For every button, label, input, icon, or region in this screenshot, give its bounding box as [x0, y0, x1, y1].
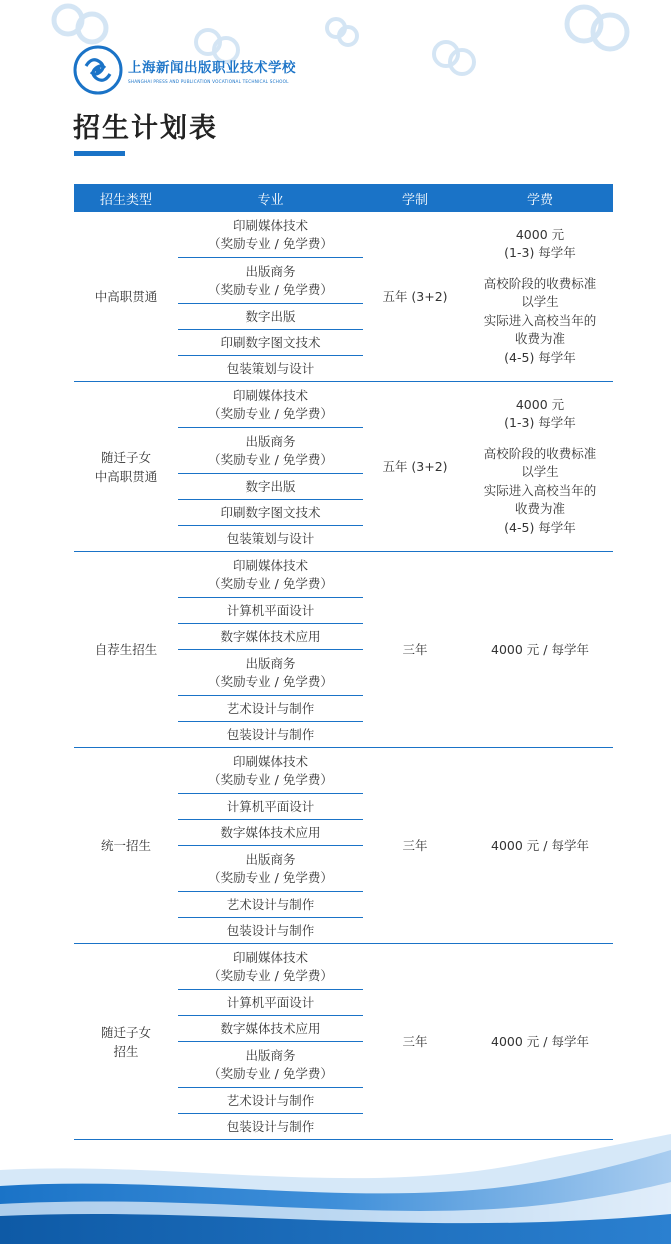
major-cell: [178, 356, 363, 381]
fee-details: [484, 396, 597, 538]
cloud-swirl-icon: [428, 36, 480, 80]
major-name: 艺术设计与制作: [226, 896, 315, 912]
header-type: 招生类型: [99, 192, 152, 208]
major-name: 数字媒体技术应用: [220, 628, 321, 644]
major-cell: [178, 722, 363, 747]
major-cell: [178, 624, 363, 650]
table-body: [74, 212, 613, 1140]
duration-cell: 三年: [402, 1034, 428, 1049]
title-underline: [74, 151, 125, 156]
fee-stage-two: 高校阶段的收费标准 以学生 实际进入高校当年的 收费为准 (4-5) 每学年: [483, 275, 597, 365]
duration-cell: 三年: [402, 642, 428, 657]
major-cell: [178, 1088, 363, 1114]
major-cell: [178, 650, 363, 696]
table-group: [74, 552, 613, 748]
fee-cell: 4000 元 / 每学年: [491, 642, 589, 657]
fee-stage-two: 高校阶段的收费标准 以学生 实际进入高校当年的 收费为准 (4-5) 每学年: [483, 445, 597, 535]
fee-cell: 4000 元 / 每学年: [491, 1034, 589, 1049]
major-name: 印刷数字图文技术: [220, 334, 321, 350]
fee-stage-one: 4000 元 (1-3) 每学年: [504, 396, 576, 431]
major-cell: [178, 500, 363, 526]
duration-cell: 五年 (3+2): [382, 289, 448, 304]
fee-stage-one: 4000 元 (1-3) 每学年: [504, 226, 576, 261]
major-name: 艺术设计与制作: [226, 1092, 315, 1108]
major-cell: [178, 748, 363, 794]
table-group: [74, 748, 613, 944]
major-name: 计算机平面设计: [226, 994, 315, 1010]
major-cell: [178, 304, 363, 330]
enrollment-type-cell: 统一招生: [100, 838, 151, 853]
table-group: [74, 944, 613, 1140]
major-note: （奖励专业 / 免学费）: [208, 451, 333, 467]
major-note: （奖励专业 / 免学费）: [208, 869, 333, 885]
header-major: 专业: [257, 192, 284, 208]
fee-cell: [467, 212, 613, 381]
major-name: 出版商务: [245, 655, 296, 671]
major-name: 印刷媒体技术: [232, 949, 308, 965]
major-name: 印刷媒体技术: [232, 557, 308, 573]
major-name: 印刷媒体技术: [232, 387, 308, 403]
major-note: （奖励专业 / 免学费）: [208, 235, 333, 251]
enrollment-type-cell: 自荐生招生: [94, 642, 158, 657]
enrollment-type-cell: 随迁子女 中高职贯通: [94, 449, 158, 484]
major-cell: [178, 794, 363, 820]
majors-list: [178, 552, 363, 747]
fee-spacer: [484, 263, 597, 275]
major-name: 印刷媒体技术: [232, 753, 308, 769]
major-name: 包装策划与设计: [226, 530, 315, 546]
major-cell: [178, 1042, 363, 1088]
header-fee: 学费: [526, 192, 553, 208]
cloud-swirl-icon: [48, 0, 112, 50]
major-cell: [178, 846, 363, 892]
majors-list: [178, 944, 363, 1139]
school-name-en: SHANGHAI PRESS AND PUBLICATION VOCATIONAL TECHNICAL SCHOOL: [128, 79, 289, 84]
duration-cell: 三年: [402, 838, 428, 853]
bottom-wave: [0, 1130, 671, 1244]
major-name: 数字出版: [245, 308, 296, 324]
major-name: 包装策划与设计: [226, 360, 315, 376]
major-note: （奖励专业 / 免学费）: [208, 405, 333, 421]
major-name: 数字出版: [245, 478, 296, 494]
major-note: （奖励专业 / 免学费）: [208, 575, 333, 591]
major-cell: [178, 552, 363, 598]
cloud-swirl-icon: [322, 12, 362, 52]
major-cell: [178, 428, 363, 474]
major-name: 印刷媒体技术: [232, 217, 308, 233]
fee-cell: 4000 元 / 每学年: [491, 838, 589, 853]
major-note: （奖励专业 / 免学费）: [208, 281, 333, 297]
major-name: 计算机平面设计: [226, 602, 315, 618]
major-cell: [178, 892, 363, 918]
major-name: 出版商务: [245, 263, 296, 279]
school-name-cn: 上海新闻出版职业技术学校: [128, 60, 296, 76]
enrollment-plan-table: [74, 184, 613, 1140]
major-name: 印刷数字图文技术: [220, 504, 321, 520]
major-cell: [178, 598, 363, 624]
header-duration: 学制: [401, 192, 428, 208]
table-group: [74, 212, 613, 382]
major-name: 数字媒体技术应用: [220, 1020, 321, 1036]
major-cell: [178, 1016, 363, 1042]
majors-list: [178, 748, 363, 943]
major-note: （奖励专业 / 免学费）: [208, 771, 333, 787]
major-cell: [178, 944, 363, 990]
major-note: （奖励专业 / 免学费）: [208, 673, 333, 689]
major-name: 出版商务: [245, 851, 296, 867]
major-name: 包装设计与制作: [226, 922, 315, 938]
major-name: 艺术设计与制作: [226, 700, 315, 716]
major-cell: [178, 526, 363, 551]
table-group: [74, 382, 613, 552]
major-note: （奖励专业 / 免学费）: [208, 1065, 333, 1081]
duration-cell: 五年 (3+2): [382, 459, 448, 474]
major-name: 数字媒体技术应用: [220, 824, 321, 840]
major-cell: [178, 258, 363, 304]
major-cell: [178, 382, 363, 428]
major-name: 包装设计与制作: [226, 1118, 315, 1134]
school-header: [72, 44, 296, 96]
enrollment-type-cell: 中高职贯通: [94, 289, 158, 304]
majors-list: [178, 212, 363, 381]
fee-cell: [467, 382, 613, 551]
major-cell: [178, 990, 363, 1016]
enrollment-type-cell: 随迁子女 招生: [100, 1024, 151, 1059]
fee-spacer: [484, 433, 597, 445]
major-cell: [178, 696, 363, 722]
major-note: （奖励专业 / 免学费）: [208, 967, 333, 983]
major-cell: [178, 212, 363, 258]
table-header-row: [74, 184, 613, 212]
major-cell: [178, 474, 363, 500]
majors-list: [178, 382, 363, 551]
major-cell: [178, 330, 363, 356]
cloud-swirl-icon: [560, 0, 636, 58]
fee-details: [484, 226, 597, 368]
page-title: 招生计划表: [73, 113, 218, 144]
major-name: 计算机平面设计: [226, 798, 315, 814]
major-cell: [178, 918, 363, 943]
major-cell: [178, 820, 363, 846]
major-name: 包装设计与制作: [226, 726, 315, 742]
major-name: 出版商务: [245, 1047, 296, 1063]
major-name: 出版商务: [245, 433, 296, 449]
school-logo-icon: [72, 44, 124, 96]
